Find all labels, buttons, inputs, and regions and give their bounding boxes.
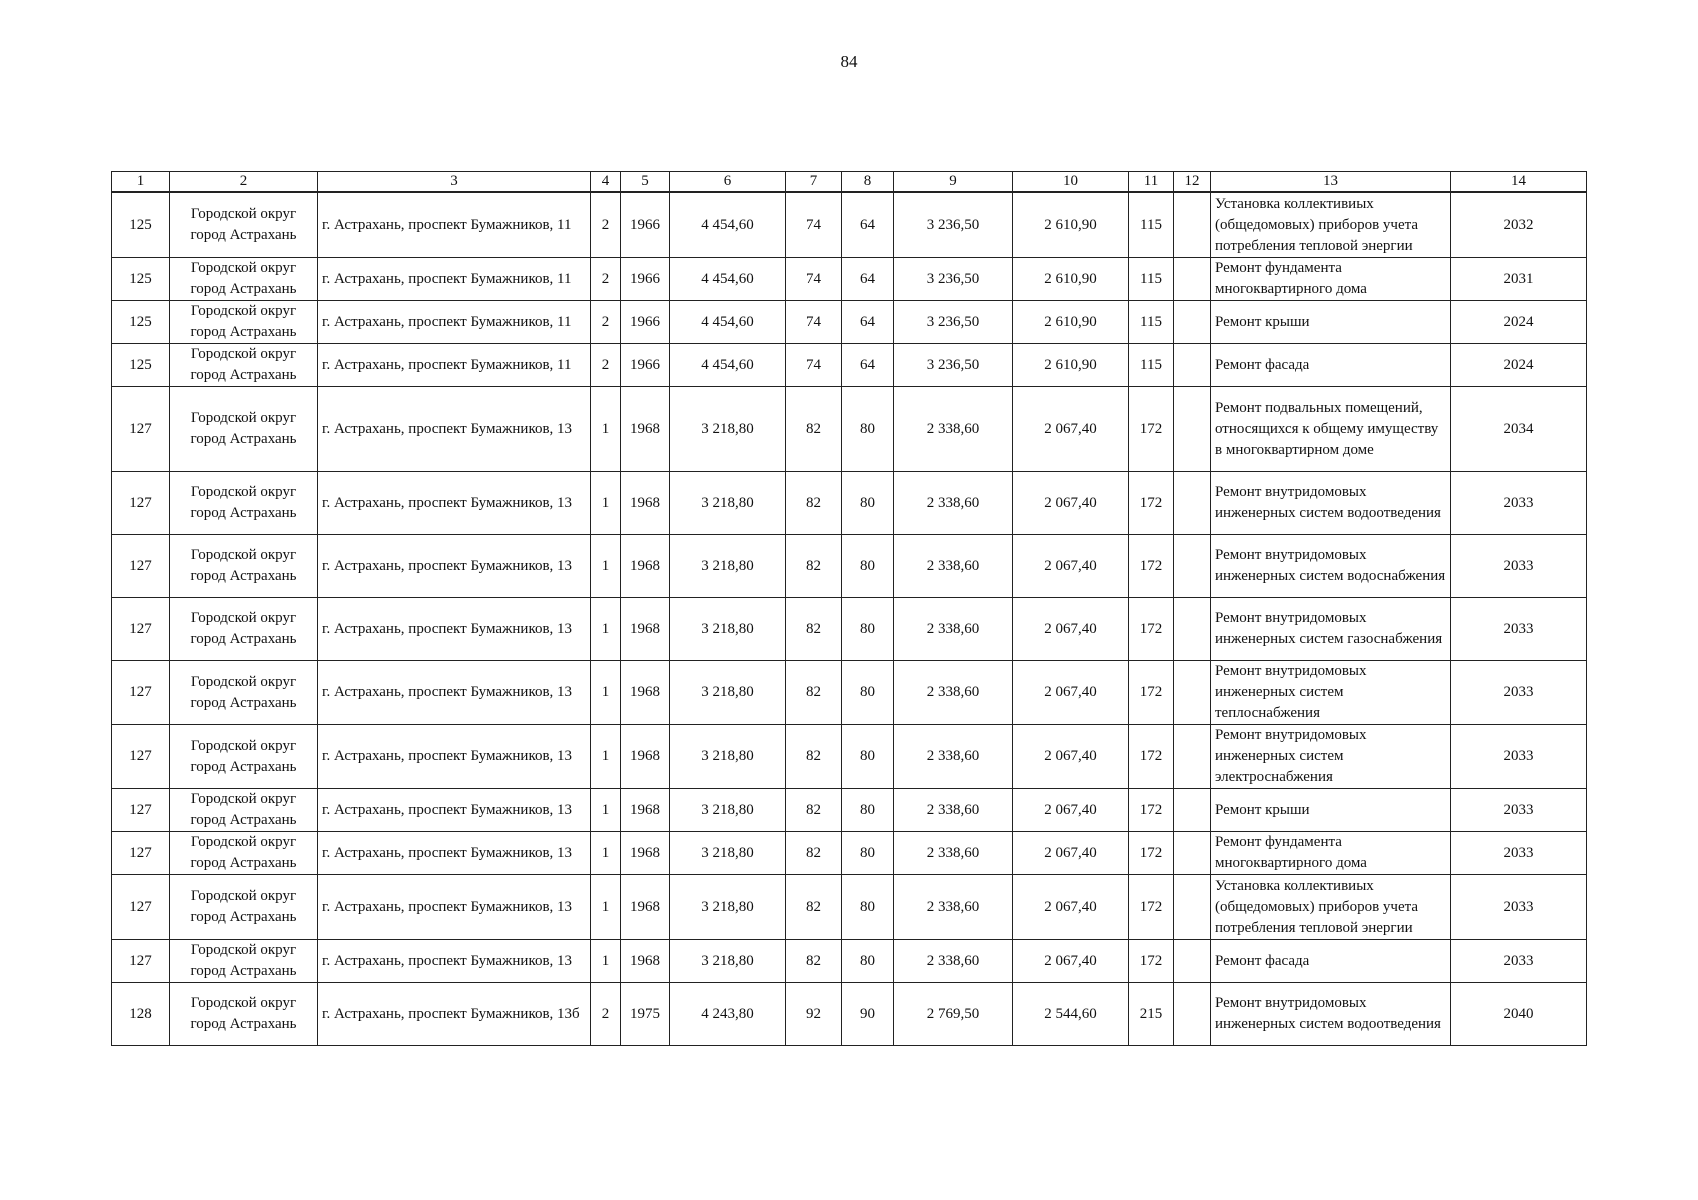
cell-col-11: 115 xyxy=(1129,258,1174,301)
table-row xyxy=(112,789,1587,832)
table-body xyxy=(112,192,1587,1046)
cell-col-9: 3 236,50 xyxy=(894,344,1013,387)
cell-col-14: 2033 xyxy=(1451,940,1587,983)
cell-col-5: 1968 xyxy=(621,661,670,725)
cell-col-8: 64 xyxy=(842,301,894,344)
cell-col-5: 1968 xyxy=(621,535,670,598)
cell-col-11: 172 xyxy=(1129,725,1174,789)
cell-col-12 xyxy=(1174,344,1211,387)
cell-col-13: Установка коллективиых (общедомовых) приборов учета потребления тепловой энергии xyxy=(1211,875,1451,940)
cell-col-4: 1 xyxy=(591,598,621,661)
cell-col-4: 1 xyxy=(591,789,621,832)
cell-col-6: 3 218,80 xyxy=(670,598,786,661)
cell-col-1: 127 xyxy=(112,832,170,875)
cell-col-14: 2040 xyxy=(1451,983,1587,1046)
cell-col-9: 2 338,60 xyxy=(894,832,1013,875)
cell-col-11: 115 xyxy=(1129,301,1174,344)
cell-col-6: 4 454,60 xyxy=(670,344,786,387)
cell-col-1: 125 xyxy=(112,344,170,387)
cell-col-7: 74 xyxy=(786,192,842,258)
cell-col-8: 80 xyxy=(842,387,894,472)
cell-col-1: 128 xyxy=(112,983,170,1046)
table-row xyxy=(112,661,1587,725)
cell-col-14: 2033 xyxy=(1451,472,1587,535)
cell-col-4: 1 xyxy=(591,875,621,940)
cell-col-6: 3 218,80 xyxy=(670,387,786,472)
cell-col-9: 2 338,60 xyxy=(894,940,1013,983)
cell-col-7: 82 xyxy=(786,535,842,598)
cell-col-7: 82 xyxy=(786,661,842,725)
cell-col-6: 3 218,80 xyxy=(670,725,786,789)
cell-col-13: Ремонт фасада xyxy=(1211,940,1451,983)
cell-col-12 xyxy=(1174,192,1211,258)
cell-col-5: 1968 xyxy=(621,387,670,472)
table-row xyxy=(112,832,1587,875)
cell-col-3: г. Астрахань, проспект Бумажников, 11 xyxy=(318,344,591,387)
cell-col-5: 1968 xyxy=(621,789,670,832)
cell-col-14: 2031 xyxy=(1451,258,1587,301)
cell-col-9: 2 338,60 xyxy=(894,789,1013,832)
table-row xyxy=(112,940,1587,983)
cell-col-4: 2 xyxy=(591,192,621,258)
table-row xyxy=(112,387,1587,472)
cell-col-14: 2033 xyxy=(1451,725,1587,789)
cell-col-1: 125 xyxy=(112,192,170,258)
cell-col-10: 2 067,40 xyxy=(1013,472,1129,535)
cell-col-8: 80 xyxy=(842,789,894,832)
cell-col-9: 2 338,60 xyxy=(894,472,1013,535)
cell-col-4: 1 xyxy=(591,535,621,598)
cell-col-1: 127 xyxy=(112,789,170,832)
page-number: 84 xyxy=(840,52,858,71)
cell-col-12 xyxy=(1174,789,1211,832)
cell-col-11: 172 xyxy=(1129,875,1174,940)
cell-col-12 xyxy=(1174,725,1211,789)
table-row xyxy=(112,598,1587,661)
cell-col-11: 215 xyxy=(1129,983,1174,1046)
cell-col-14: 2033 xyxy=(1451,875,1587,940)
cell-col-12 xyxy=(1174,598,1211,661)
cell-col-10: 2 067,40 xyxy=(1013,598,1129,661)
cell-col-3: г. Астрахань, проспект Бумажников, 13 xyxy=(318,535,591,598)
column-header-14: 14 xyxy=(1451,172,1587,193)
cell-col-2: Городской округ город Астрахань xyxy=(170,940,318,983)
table-row xyxy=(112,983,1587,1046)
cell-col-5: 1966 xyxy=(621,258,670,301)
cell-col-9: 2 338,60 xyxy=(894,598,1013,661)
column-header-12: 12 xyxy=(1174,172,1211,193)
table-row xyxy=(112,725,1587,789)
cell-col-4: 1 xyxy=(591,387,621,472)
cell-col-4: 2 xyxy=(591,258,621,301)
cell-col-12 xyxy=(1174,472,1211,535)
cell-col-1: 127 xyxy=(112,940,170,983)
cell-col-6: 4 454,60 xyxy=(670,192,786,258)
cell-col-10: 2 610,90 xyxy=(1013,301,1129,344)
cell-col-5: 1966 xyxy=(621,192,670,258)
cell-col-9: 2 338,60 xyxy=(894,875,1013,940)
cell-col-1: 127 xyxy=(112,598,170,661)
cell-col-5: 1966 xyxy=(621,301,670,344)
cell-col-5: 1966 xyxy=(621,344,670,387)
cell-col-3: г. Астрахань, проспект Бумажников, 13 xyxy=(318,940,591,983)
cell-col-1: 127 xyxy=(112,535,170,598)
cell-col-1: 127 xyxy=(112,661,170,725)
cell-col-12 xyxy=(1174,832,1211,875)
cell-col-3: г. Астрахань, проспект Бумажников, 13 xyxy=(318,875,591,940)
cell-col-10: 2 067,40 xyxy=(1013,535,1129,598)
cell-col-6: 3 218,80 xyxy=(670,940,786,983)
cell-col-9: 2 338,60 xyxy=(894,661,1013,725)
cell-col-1: 127 xyxy=(112,875,170,940)
cell-col-5: 1968 xyxy=(621,832,670,875)
cell-col-7: 82 xyxy=(786,832,842,875)
cell-col-5: 1968 xyxy=(621,725,670,789)
cell-col-1: 127 xyxy=(112,472,170,535)
cell-col-5: 1968 xyxy=(621,472,670,535)
cell-col-7: 82 xyxy=(786,472,842,535)
cell-col-13: Ремонт крыши xyxy=(1211,301,1451,344)
cell-col-8: 80 xyxy=(842,725,894,789)
cell-col-3: г. Астрахань, проспект Бумажников, 13 xyxy=(318,598,591,661)
cell-col-8: 80 xyxy=(842,661,894,725)
column-header-3: 3 xyxy=(318,172,591,193)
cell-col-3: г. Астрахань, проспект Бумажников, 11 xyxy=(318,258,591,301)
cell-col-2: Городской округ город Астрахань xyxy=(170,983,318,1046)
cell-col-2: Городской округ город Астрахань xyxy=(170,472,318,535)
cell-col-12 xyxy=(1174,387,1211,472)
cell-col-4: 1 xyxy=(591,661,621,725)
column-header-7: 7 xyxy=(786,172,842,193)
cell-col-2: Городской округ город Астрахань xyxy=(170,387,318,472)
cell-col-10: 2 067,40 xyxy=(1013,661,1129,725)
capital-repair-table xyxy=(111,171,1587,1046)
cell-col-10: 2 067,40 xyxy=(1013,789,1129,832)
cell-col-2: Городской округ город Астрахань xyxy=(170,661,318,725)
cell-col-8: 80 xyxy=(842,535,894,598)
cell-col-10: 2 067,40 xyxy=(1013,387,1129,472)
cell-col-7: 82 xyxy=(786,940,842,983)
cell-col-2: Городской округ город Астрахань xyxy=(170,789,318,832)
cell-col-8: 64 xyxy=(842,258,894,301)
cell-col-13: Установка коллективиых (общедомовых) приборов учета потребления тепловой энергии xyxy=(1211,192,1451,258)
table-row xyxy=(112,875,1587,940)
cell-col-11: 172 xyxy=(1129,789,1174,832)
cell-col-8: 80 xyxy=(842,940,894,983)
cell-col-14: 2024 xyxy=(1451,344,1587,387)
cell-col-3: г. Астрахань, проспект Бумажников, 13 xyxy=(318,725,591,789)
cell-col-13: Ремонт внутридомовых инженерных систем водоотведения xyxy=(1211,983,1451,1046)
cell-col-12 xyxy=(1174,875,1211,940)
cell-col-3: г. Астрахань, проспект Бумажников, 11 xyxy=(318,192,591,258)
cell-col-7: 82 xyxy=(786,789,842,832)
cell-col-4: 2 xyxy=(591,301,621,344)
cell-col-10: 2 544,60 xyxy=(1013,983,1129,1046)
column-header-10: 10 xyxy=(1013,172,1129,193)
column-header-row xyxy=(112,172,1587,193)
cell-col-4: 1 xyxy=(591,832,621,875)
cell-col-10: 2 610,90 xyxy=(1013,192,1129,258)
cell-col-13: Ремонт подвальных помещений, относящихся к общему имуществу в многоквартирном доме xyxy=(1211,387,1451,472)
cell-col-8: 80 xyxy=(842,598,894,661)
cell-col-2: Городской округ город Астрахань xyxy=(170,301,318,344)
cell-col-4: 1 xyxy=(591,472,621,535)
table-row xyxy=(112,192,1587,258)
cell-col-14: 2024 xyxy=(1451,301,1587,344)
cell-col-8: 90 xyxy=(842,983,894,1046)
cell-col-3: г. Астрахань, проспект Бумажников, 11 xyxy=(318,301,591,344)
cell-col-11: 172 xyxy=(1129,387,1174,472)
cell-col-5: 1968 xyxy=(621,940,670,983)
cell-col-14: 2033 xyxy=(1451,661,1587,725)
cell-col-6: 4 454,60 xyxy=(670,258,786,301)
cell-col-7: 74 xyxy=(786,258,842,301)
cell-col-11: 115 xyxy=(1129,192,1174,258)
cell-col-4: 1 xyxy=(591,725,621,789)
cell-col-13: Ремонт фасада xyxy=(1211,344,1451,387)
cell-col-13: Ремонт фундамента многоквартирного дома xyxy=(1211,832,1451,875)
cell-col-2: Городской округ город Астрахань xyxy=(170,598,318,661)
column-header-8: 8 xyxy=(842,172,894,193)
cell-col-7: 82 xyxy=(786,387,842,472)
cell-col-8: 80 xyxy=(842,472,894,535)
cell-col-4: 1 xyxy=(591,940,621,983)
cell-col-2: Городской округ город Астрахань xyxy=(170,192,318,258)
cell-col-7: 82 xyxy=(786,875,842,940)
cell-col-14: 2034 xyxy=(1451,387,1587,472)
cell-col-9: 3 236,50 xyxy=(894,258,1013,301)
cell-col-8: 80 xyxy=(842,832,894,875)
column-header-5: 5 xyxy=(621,172,670,193)
cell-col-9: 3 236,50 xyxy=(894,192,1013,258)
cell-col-14: 2033 xyxy=(1451,598,1587,661)
cell-col-5: 1968 xyxy=(621,598,670,661)
cell-col-13: Ремонт внутридомовых инженерных систем водоснабжения xyxy=(1211,535,1451,598)
cell-col-14: 2032 xyxy=(1451,192,1587,258)
cell-col-10: 2 067,40 xyxy=(1013,832,1129,875)
cell-col-8: 64 xyxy=(842,192,894,258)
cell-col-6: 3 218,80 xyxy=(670,789,786,832)
table-row xyxy=(112,258,1587,301)
cell-col-13: Ремонт внутридомовых инженерных систем теплоснабжения xyxy=(1211,661,1451,725)
cell-col-12 xyxy=(1174,258,1211,301)
cell-col-7: 92 xyxy=(786,983,842,1046)
table-row xyxy=(112,472,1587,535)
cell-col-11: 172 xyxy=(1129,940,1174,983)
column-header-6: 6 xyxy=(670,172,786,193)
cell-col-6: 4 243,80 xyxy=(670,983,786,1046)
cell-col-9: 3 236,50 xyxy=(894,301,1013,344)
column-header-11: 11 xyxy=(1129,172,1174,193)
cell-col-10: 2 067,40 xyxy=(1013,875,1129,940)
table-row xyxy=(112,535,1587,598)
cell-col-14: 2033 xyxy=(1451,789,1587,832)
cell-col-7: 82 xyxy=(786,598,842,661)
cell-col-3: г. Астрахань, проспект Бумажников, 13 xyxy=(318,832,591,875)
cell-col-11: 172 xyxy=(1129,535,1174,598)
cell-col-4: 2 xyxy=(591,983,621,1046)
column-header-9: 9 xyxy=(894,172,1013,193)
cell-col-2: Городской округ город Астрахань xyxy=(170,258,318,301)
cell-col-9: 2 338,60 xyxy=(894,387,1013,472)
cell-col-13: Ремонт крыши xyxy=(1211,789,1451,832)
cell-col-6: 3 218,80 xyxy=(670,661,786,725)
column-header-13: 13 xyxy=(1211,172,1451,193)
cell-col-1: 125 xyxy=(112,301,170,344)
cell-col-7: 74 xyxy=(786,344,842,387)
cell-col-6: 3 218,80 xyxy=(670,472,786,535)
cell-col-10: 2 610,90 xyxy=(1013,258,1129,301)
cell-col-9: 2 338,60 xyxy=(894,535,1013,598)
cell-col-3: г. Астрахань, проспект Бумажников, 13 xyxy=(318,472,591,535)
cell-col-3: г. Астрахань, проспект Бумажников, 13б xyxy=(318,983,591,1046)
cell-col-11: 172 xyxy=(1129,832,1174,875)
table-row xyxy=(112,301,1587,344)
cell-col-8: 64 xyxy=(842,344,894,387)
cell-col-11: 172 xyxy=(1129,661,1174,725)
cell-col-14: 2033 xyxy=(1451,535,1587,598)
cell-col-9: 2 338,60 xyxy=(894,725,1013,789)
cell-col-6: 3 218,80 xyxy=(670,875,786,940)
cell-col-2: Городской округ город Астрахань xyxy=(170,875,318,940)
cell-col-12 xyxy=(1174,983,1211,1046)
cell-col-6: 4 454,60 xyxy=(670,301,786,344)
cell-col-13: Ремонт внутридомовых инженерных систем электроснабжения xyxy=(1211,725,1451,789)
cell-col-2: Городской округ город Астрахань xyxy=(170,344,318,387)
cell-col-4: 2 xyxy=(591,344,621,387)
cell-col-13: Ремонт внутридомовых инженерных систем водоотведения xyxy=(1211,472,1451,535)
cell-col-12 xyxy=(1174,301,1211,344)
cell-col-13: Ремонт внутридомовых инженерных систем газоснабжения xyxy=(1211,598,1451,661)
cell-col-5: 1975 xyxy=(621,983,670,1046)
cell-col-2: Городской округ город Астрахань xyxy=(170,535,318,598)
cell-col-2: Городской округ город Астрахань xyxy=(170,725,318,789)
cell-col-9: 2 769,50 xyxy=(894,983,1013,1046)
cell-col-12 xyxy=(1174,535,1211,598)
cell-col-13: Ремонт фундамента многоквартирного дома xyxy=(1211,258,1451,301)
cell-col-11: 115 xyxy=(1129,344,1174,387)
cell-col-2: Городской округ город Астрахань xyxy=(170,832,318,875)
cell-col-7: 82 xyxy=(786,725,842,789)
column-header-2: 2 xyxy=(170,172,318,193)
cell-col-10: 2 067,40 xyxy=(1013,725,1129,789)
cell-col-1: 127 xyxy=(112,725,170,789)
cell-col-7: 74 xyxy=(786,301,842,344)
cell-col-6: 3 218,80 xyxy=(670,535,786,598)
cell-col-3: г. Астрахань, проспект Бумажников, 13 xyxy=(318,661,591,725)
cell-col-3: г. Астрахань, проспект Бумажников, 13 xyxy=(318,789,591,832)
cell-col-6: 3 218,80 xyxy=(670,832,786,875)
cell-col-11: 172 xyxy=(1129,472,1174,535)
column-header-1: 1 xyxy=(112,172,170,193)
cell-col-8: 80 xyxy=(842,875,894,940)
table-row xyxy=(112,344,1587,387)
cell-col-1: 125 xyxy=(112,258,170,301)
cell-col-10: 2 067,40 xyxy=(1013,940,1129,983)
cell-col-11: 172 xyxy=(1129,598,1174,661)
column-header-4: 4 xyxy=(591,172,621,193)
cell-col-3: г. Астрахань, проспект Бумажников, 13 xyxy=(318,387,591,472)
cell-col-14: 2033 xyxy=(1451,832,1587,875)
cell-col-12 xyxy=(1174,661,1211,725)
cell-col-1: 127 xyxy=(112,387,170,472)
cell-col-12 xyxy=(1174,940,1211,983)
cell-col-5: 1968 xyxy=(621,875,670,940)
cell-col-10: 2 610,90 xyxy=(1013,344,1129,387)
